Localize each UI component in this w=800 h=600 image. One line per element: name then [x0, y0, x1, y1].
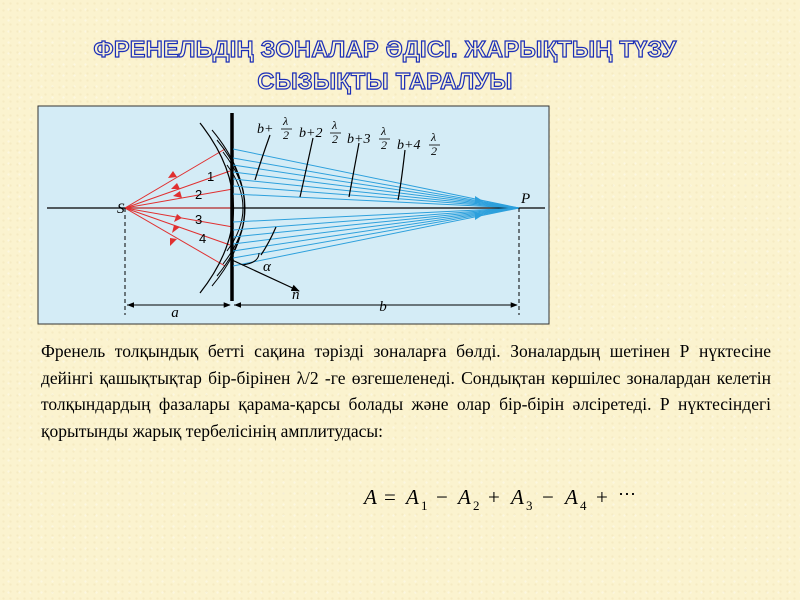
fresnel-zones-diagram: [37, 105, 550, 325]
normal-label: n: [292, 287, 300, 303]
two-1: 2: [283, 128, 289, 142]
formula-sub3: 3: [526, 498, 533, 513]
amplitude-formula: [362, 481, 652, 517]
distance-a-label: a: [171, 305, 179, 321]
formula-A4: A: [565, 485, 578, 509]
lambda-4: λ: [431, 130, 437, 144]
formula-plus2: +: [596, 485, 608, 509]
formula-minus2: −: [542, 485, 554, 509]
two-4: 2: [431, 144, 437, 158]
two-3: 2: [381, 138, 387, 152]
formula-minus1: −: [436, 485, 448, 509]
formula-sub1: 1: [421, 498, 428, 513]
path-label-1: b+: [257, 122, 274, 137]
zone-label-3: 3: [195, 212, 203, 227]
formula-A3: A: [511, 485, 524, 509]
source-label: S: [117, 201, 125, 217]
zone-label-4: 4: [199, 231, 207, 246]
path-label-2: b+2: [299, 126, 323, 141]
formula-dots: ⋯: [618, 484, 636, 504]
title-line-1: ФРЕНЕЛЬДІҢ ЗОНАЛАР ӘДІСІ. ЖАРЫҚТЫҢ ТҮЗУ: [93, 36, 677, 62]
path-label-3: b+3: [347, 132, 371, 147]
lambda-3: λ: [381, 124, 387, 138]
zone-label-2: 2: [195, 187, 203, 202]
formula-sub4: 4: [580, 498, 587, 513]
two-2: 2: [332, 132, 338, 146]
title-line-2: СЫЗЫҚТЫ ТАРАЛУЫ: [257, 68, 513, 94]
formula-A1: A: [406, 485, 419, 509]
formula-A: A: [364, 485, 377, 509]
zone-label-1: 1: [207, 169, 215, 184]
lambda-2: λ: [332, 118, 338, 132]
path-label-4: b+4: [397, 138, 421, 153]
formula-A2: A: [458, 485, 471, 509]
distance-b-label: b: [379, 299, 387, 315]
description-paragraph: Френель толқындық бетті сақина тәрізді зоналарға бөлді. Зоналардың шетінен Р нүктесіне дейінгі қашықтықтар бір-бірінен λ/2 -ге өзгешеленеді. Сондықтан көршілес зоналардан келетін толқындардың фазалары қарама-қарсы болады және олар бір-бірін әлсіретеді. Р нүктесіндегі қорытынды жарық тербелісінің амплитудасы:: [41, 341, 771, 441]
slide-title: [0, 33, 770, 97]
point-label: P: [521, 191, 531, 207]
angle-label: α: [263, 259, 271, 275]
formula-eq: =: [384, 485, 396, 509]
lambda-1: λ: [283, 114, 289, 128]
formula-plus1: +: [488, 485, 500, 509]
formula-sub2: 2: [473, 498, 480, 513]
